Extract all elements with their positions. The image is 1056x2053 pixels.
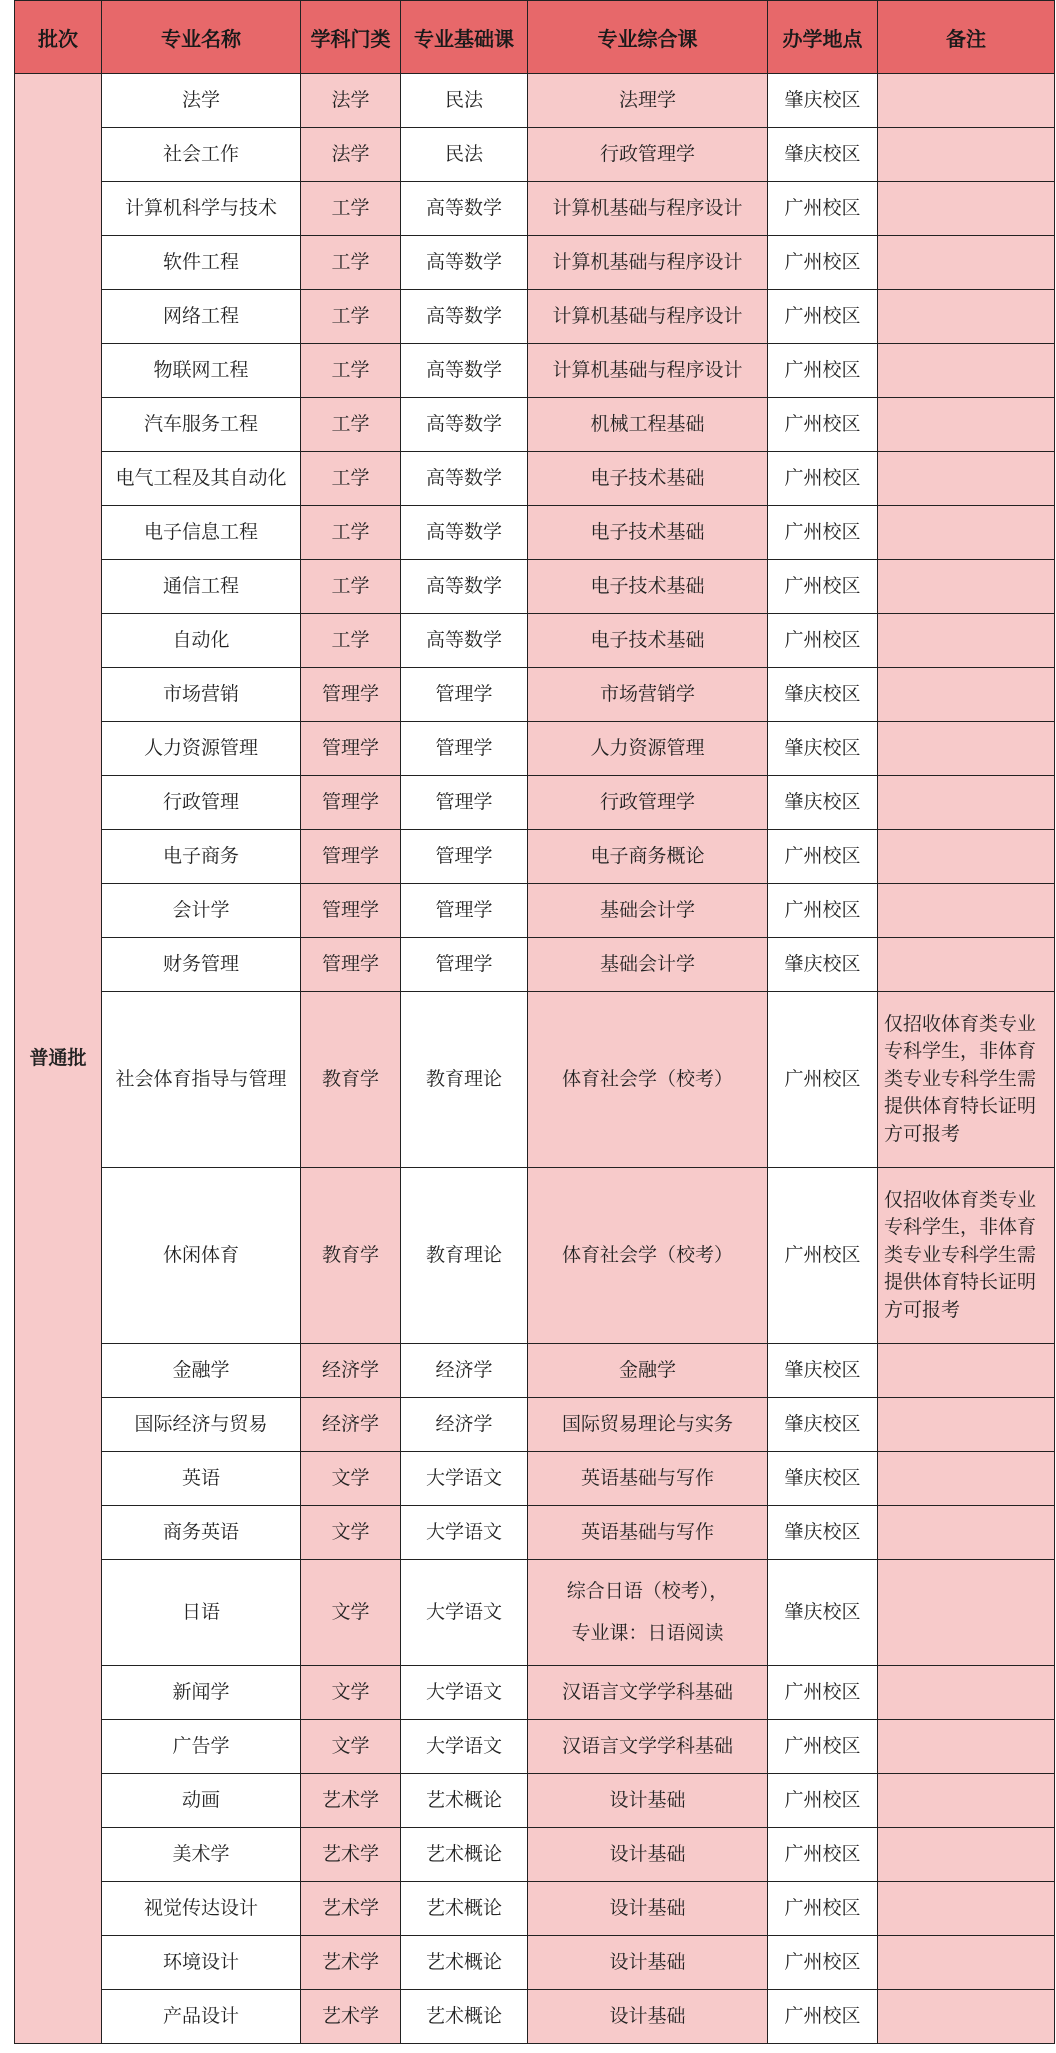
category-cell: 工学 — [301, 452, 401, 506]
basic-course-cell: 高等数学 — [401, 452, 528, 506]
major-name-cell: 新闻学 — [102, 1666, 301, 1720]
category-cell: 文学 — [301, 1666, 401, 1720]
comprehensive-course-cell: 行政管理学 — [528, 776, 768, 830]
location-cell: 广州校区 — [768, 1990, 878, 2044]
basic-course-cell: 艺术概论 — [401, 1936, 528, 1990]
category-cell: 经济学 — [301, 1344, 401, 1398]
category-cell: 法学 — [301, 128, 401, 182]
major-name-cell: 法学 — [102, 74, 301, 128]
table-row — [15, 1666, 1055, 1720]
remarks-cell — [878, 1398, 1055, 1452]
category-cell: 艺术学 — [301, 1774, 401, 1828]
category-cell: 工学 — [301, 614, 401, 668]
basic-course-cell: 管理学 — [401, 938, 528, 992]
comprehensive-course-cell: 电子商务概论 — [528, 830, 768, 884]
basic-course-cell: 管理学 — [401, 722, 528, 776]
comprehensive-course-cell: 基础会计学 — [528, 938, 768, 992]
location-cell: 肇庆校区 — [768, 938, 878, 992]
remarks-cell — [878, 830, 1055, 884]
category-cell: 管理学 — [301, 830, 401, 884]
header-comprehensive-course: 专业综合课 — [528, 1, 768, 74]
table-row — [15, 182, 1055, 236]
basic-course-cell: 教育理论 — [401, 1168, 528, 1344]
table-row — [15, 1506, 1055, 1560]
location-cell: 广州校区 — [768, 236, 878, 290]
comprehensive-course-cell: 电子技术基础 — [528, 560, 768, 614]
major-name-cell: 通信工程 — [102, 560, 301, 614]
table-row — [15, 1344, 1055, 1398]
major-name-cell: 美术学 — [102, 1828, 301, 1882]
major-name-cell: 物联网工程 — [102, 344, 301, 398]
remarks-cell — [878, 1506, 1055, 1560]
major-name-cell: 环境设计 — [102, 1936, 301, 1990]
table-row — [15, 128, 1055, 182]
comprehensive-course-cell: 行政管理学 — [528, 128, 768, 182]
comprehensive-course-cell: 电子技术基础 — [528, 452, 768, 506]
category-cell: 工学 — [301, 506, 401, 560]
basic-course-cell: 教育理论 — [401, 992, 528, 1168]
major-name-cell: 视觉传达设计 — [102, 1882, 301, 1936]
basic-course-cell: 高等数学 — [401, 290, 528, 344]
category-cell: 工学 — [301, 290, 401, 344]
remarks-cell — [878, 74, 1055, 128]
category-cell: 艺术学 — [301, 1828, 401, 1882]
header-remarks: 备注 — [878, 1, 1055, 74]
major-name-cell: 软件工程 — [102, 236, 301, 290]
location-cell: 广州校区 — [768, 884, 878, 938]
major-name-cell: 人力资源管理 — [102, 722, 301, 776]
table-row — [15, 398, 1055, 452]
comprehensive-course-cell: 机械工程基础 — [528, 398, 768, 452]
category-cell: 管理学 — [301, 776, 401, 830]
major-name-cell: 休闲体育 — [102, 1168, 301, 1344]
basic-course-cell: 管理学 — [401, 668, 528, 722]
remarks-cell — [878, 668, 1055, 722]
basic-course-cell: 大学语文 — [401, 1506, 528, 1560]
basic-course-cell: 民法 — [401, 74, 528, 128]
table-row — [15, 1168, 1055, 1344]
remarks-cell — [878, 1452, 1055, 1506]
header-basic-course: 专业基础课 — [401, 1, 528, 74]
major-name-cell: 英语 — [102, 1452, 301, 1506]
category-cell: 文学 — [301, 1720, 401, 1774]
table-row — [15, 1828, 1055, 1882]
remarks-cell — [878, 884, 1055, 938]
remarks-cell — [878, 722, 1055, 776]
category-cell: 管理学 — [301, 668, 401, 722]
category-cell: 工学 — [301, 236, 401, 290]
major-name-cell: 自动化 — [102, 614, 301, 668]
table-row — [15, 560, 1055, 614]
comprehensive-course-cell: 计算机基础与程序设计 — [528, 344, 768, 398]
basic-course-cell: 艺术概论 — [401, 1828, 528, 1882]
major-name-cell: 社会体育指导与管理 — [102, 992, 301, 1168]
category-cell: 工学 — [301, 560, 401, 614]
location-cell: 肇庆校区 — [768, 722, 878, 776]
location-cell: 肇庆校区 — [768, 1452, 878, 1506]
major-name-cell: 电子信息工程 — [102, 506, 301, 560]
remarks-cell — [878, 344, 1055, 398]
header-row — [15, 1, 1055, 74]
table-row — [15, 1936, 1055, 1990]
table-row — [15, 1720, 1055, 1774]
major-name-cell: 电气工程及其自动化 — [102, 452, 301, 506]
major-name-cell: 社会工作 — [102, 128, 301, 182]
comprehensive-course-cell: 计算机基础与程序设计 — [528, 182, 768, 236]
remarks-cell — [878, 452, 1055, 506]
table-row — [15, 1560, 1055, 1666]
location-cell: 肇庆校区 — [768, 74, 878, 128]
category-cell: 工学 — [301, 398, 401, 452]
remarks-cell — [878, 506, 1055, 560]
major-name-cell: 网络工程 — [102, 290, 301, 344]
comprehensive-course-cell: 市场营销学 — [528, 668, 768, 722]
location-cell: 广州校区 — [768, 506, 878, 560]
comprehensive-course-cell — [528, 1560, 768, 1666]
comprehensive-course-cell: 设计基础 — [528, 1828, 768, 1882]
comprehensive-course-cell: 国际贸易理论与实务 — [528, 1398, 768, 1452]
location-cell: 广州校区 — [768, 992, 878, 1168]
table-row — [15, 452, 1055, 506]
comprehensive-course-cell: 汉语言文学学科基础 — [528, 1666, 768, 1720]
category-cell: 工学 — [301, 182, 401, 236]
category-cell: 管理学 — [301, 938, 401, 992]
table-row — [15, 1398, 1055, 1452]
basic-course-cell: 艺术概论 — [401, 1990, 528, 2044]
remarks-cell — [878, 1936, 1055, 1990]
comprehensive-course-cell: 电子技术基础 — [528, 506, 768, 560]
major-name-cell: 行政管理 — [102, 776, 301, 830]
table-row — [15, 290, 1055, 344]
table-row — [15, 74, 1055, 128]
location-cell: 广州校区 — [768, 614, 878, 668]
location-cell: 广州校区 — [768, 560, 878, 614]
major-name-cell: 动画 — [102, 1774, 301, 1828]
location-cell: 广州校区 — [768, 830, 878, 884]
majors-table — [14, 0, 1055, 2044]
batch-cell: 普通批 — [15, 74, 102, 2044]
basic-course-cell: 大学语文 — [401, 1720, 528, 1774]
comprehensive-course-cell: 设计基础 — [528, 1774, 768, 1828]
remarks-cell — [878, 290, 1055, 344]
basic-course-cell: 大学语文 — [401, 1560, 528, 1666]
location-cell: 肇庆校区 — [768, 128, 878, 182]
comprehensive-course-cell: 体育社会学（校考） — [528, 992, 768, 1168]
table-row — [15, 668, 1055, 722]
comprehensive-course-line: 专业课：日语阅读 — [571, 1621, 724, 1644]
location-cell: 广州校区 — [768, 182, 878, 236]
basic-course-cell: 大学语文 — [401, 1452, 528, 1506]
header-location: 办学地点 — [768, 1, 878, 74]
basic-course-cell: 艺术概论 — [401, 1882, 528, 1936]
major-name-cell: 国际经济与贸易 — [102, 1398, 301, 1452]
table-row — [15, 776, 1055, 830]
comprehensive-course-cell: 英语基础与写作 — [528, 1452, 768, 1506]
remarks-cell: 仅招收体育类专业专科学生，非体育类专业专科学生需提供体育特长证明方可报考 — [878, 992, 1055, 1168]
remarks-cell — [878, 1344, 1055, 1398]
category-cell: 法学 — [301, 74, 401, 128]
table-body — [15, 74, 1055, 2044]
header-batch: 批次 — [15, 1, 102, 74]
basic-course-cell: 大学语文 — [401, 1666, 528, 1720]
location-cell: 广州校区 — [768, 1666, 878, 1720]
comprehensive-course-cell: 计算机基础与程序设计 — [528, 290, 768, 344]
remarks-cell — [878, 560, 1055, 614]
table-row — [15, 1882, 1055, 1936]
remarks-cell — [878, 1828, 1055, 1882]
location-cell: 广州校区 — [768, 1882, 878, 1936]
major-name-cell: 商务英语 — [102, 1506, 301, 1560]
comprehensive-course-cell: 基础会计学 — [528, 884, 768, 938]
location-cell: 肇庆校区 — [768, 1398, 878, 1452]
remarks-cell — [878, 398, 1055, 452]
major-name-cell: 会计学 — [102, 884, 301, 938]
category-cell: 艺术学 — [301, 1936, 401, 1990]
comprehensive-course-cell: 电子技术基础 — [528, 614, 768, 668]
basic-course-cell: 高等数学 — [401, 614, 528, 668]
basic-course-cell: 高等数学 — [401, 560, 528, 614]
category-cell: 文学 — [301, 1506, 401, 1560]
major-name-cell: 金融学 — [102, 1344, 301, 1398]
location-cell: 广州校区 — [768, 1774, 878, 1828]
basic-course-cell: 经济学 — [401, 1398, 528, 1452]
comprehensive-course-cell: 设计基础 — [528, 1936, 768, 1990]
table-row — [15, 722, 1055, 776]
table-row — [15, 1774, 1055, 1828]
major-name-cell: 广告学 — [102, 1720, 301, 1774]
major-name-cell: 市场营销 — [102, 668, 301, 722]
basic-course-cell: 高等数学 — [401, 506, 528, 560]
remarks-cell — [878, 1560, 1055, 1666]
location-cell: 肇庆校区 — [768, 1560, 878, 1666]
remarks-cell: 仅招收体育类专业专科学生，非体育类专业专科学生需提供体育特长证明方可报考 — [878, 1168, 1055, 1344]
category-cell: 管理学 — [301, 722, 401, 776]
comprehensive-course-cell: 法理学 — [528, 74, 768, 128]
comprehensive-course-cell: 人力资源管理 — [528, 722, 768, 776]
location-cell: 广州校区 — [768, 1168, 878, 1344]
location-cell: 肇庆校区 — [768, 1506, 878, 1560]
location-cell: 肇庆校区 — [768, 776, 878, 830]
category-cell: 经济学 — [301, 1398, 401, 1452]
category-cell: 教育学 — [301, 1168, 401, 1344]
table-row — [15, 236, 1055, 290]
location-cell: 广州校区 — [768, 1720, 878, 1774]
comprehensive-course-cell: 体育社会学（校考） — [528, 1168, 768, 1344]
table-row — [15, 992, 1055, 1168]
category-cell: 教育学 — [301, 992, 401, 1168]
major-name-cell: 日语 — [102, 1560, 301, 1666]
table-row — [15, 938, 1055, 992]
table-row — [15, 1452, 1055, 1506]
remarks-cell — [878, 938, 1055, 992]
table-row — [15, 506, 1055, 560]
table-row — [15, 884, 1055, 938]
remarks-cell — [878, 1666, 1055, 1720]
basic-course-cell: 经济学 — [401, 1344, 528, 1398]
category-cell: 文学 — [301, 1452, 401, 1506]
major-name-cell: 财务管理 — [102, 938, 301, 992]
remarks-cell — [878, 236, 1055, 290]
comprehensive-course-cell: 汉语言文学学科基础 — [528, 1720, 768, 1774]
table-row — [15, 614, 1055, 668]
basic-course-cell: 管理学 — [401, 776, 528, 830]
remarks-cell — [878, 1882, 1055, 1936]
category-cell: 工学 — [301, 344, 401, 398]
comprehensive-course-cell: 计算机基础与程序设计 — [528, 236, 768, 290]
comprehensive-course-cell: 金融学 — [528, 1344, 768, 1398]
location-cell: 广州校区 — [768, 1936, 878, 1990]
location-cell: 广州校区 — [768, 1828, 878, 1882]
table-row — [15, 830, 1055, 884]
comprehensive-course-line: 综合日语（校考）， — [566, 1579, 729, 1602]
remarks-cell — [878, 776, 1055, 830]
major-name-cell: 汽车服务工程 — [102, 398, 301, 452]
remarks-cell — [878, 1774, 1055, 1828]
comprehensive-course-cell: 设计基础 — [528, 1882, 768, 1936]
basic-course-cell: 高等数学 — [401, 236, 528, 290]
remarks-cell — [878, 182, 1055, 236]
table-row — [15, 344, 1055, 398]
enrollment-table-wrapper — [14, 0, 1054, 2044]
remarks-cell — [878, 1720, 1055, 1774]
basic-course-cell: 高等数学 — [401, 182, 528, 236]
major-name-cell: 计算机科学与技术 — [102, 182, 301, 236]
table-row — [15, 1990, 1055, 2044]
location-cell: 广州校区 — [768, 452, 878, 506]
basic-course-cell: 艺术概论 — [401, 1774, 528, 1828]
header-major-name: 专业名称 — [102, 1, 301, 74]
location-cell: 肇庆校区 — [768, 1344, 878, 1398]
basic-course-cell: 高等数学 — [401, 398, 528, 452]
major-name-cell: 电子商务 — [102, 830, 301, 884]
comprehensive-course-cell: 英语基础与写作 — [528, 1506, 768, 1560]
basic-course-cell: 管理学 — [401, 830, 528, 884]
basic-course-cell: 民法 — [401, 128, 528, 182]
basic-course-cell: 高等数学 — [401, 344, 528, 398]
remarks-cell — [878, 1990, 1055, 2044]
category-cell: 管理学 — [301, 884, 401, 938]
remarks-cell — [878, 614, 1055, 668]
location-cell: 广州校区 — [768, 398, 878, 452]
basic-course-cell: 管理学 — [401, 884, 528, 938]
category-cell: 艺术学 — [301, 1990, 401, 2044]
category-cell: 艺术学 — [301, 1882, 401, 1936]
category-cell: 文学 — [301, 1560, 401, 1666]
location-cell: 广州校区 — [768, 290, 878, 344]
major-name-cell: 产品设计 — [102, 1990, 301, 2044]
location-cell: 肇庆校区 — [768, 668, 878, 722]
location-cell: 广州校区 — [768, 344, 878, 398]
remarks-cell — [878, 128, 1055, 182]
comprehensive-course-cell: 设计基础 — [528, 1990, 768, 2044]
header-category: 学科门类 — [301, 1, 401, 74]
